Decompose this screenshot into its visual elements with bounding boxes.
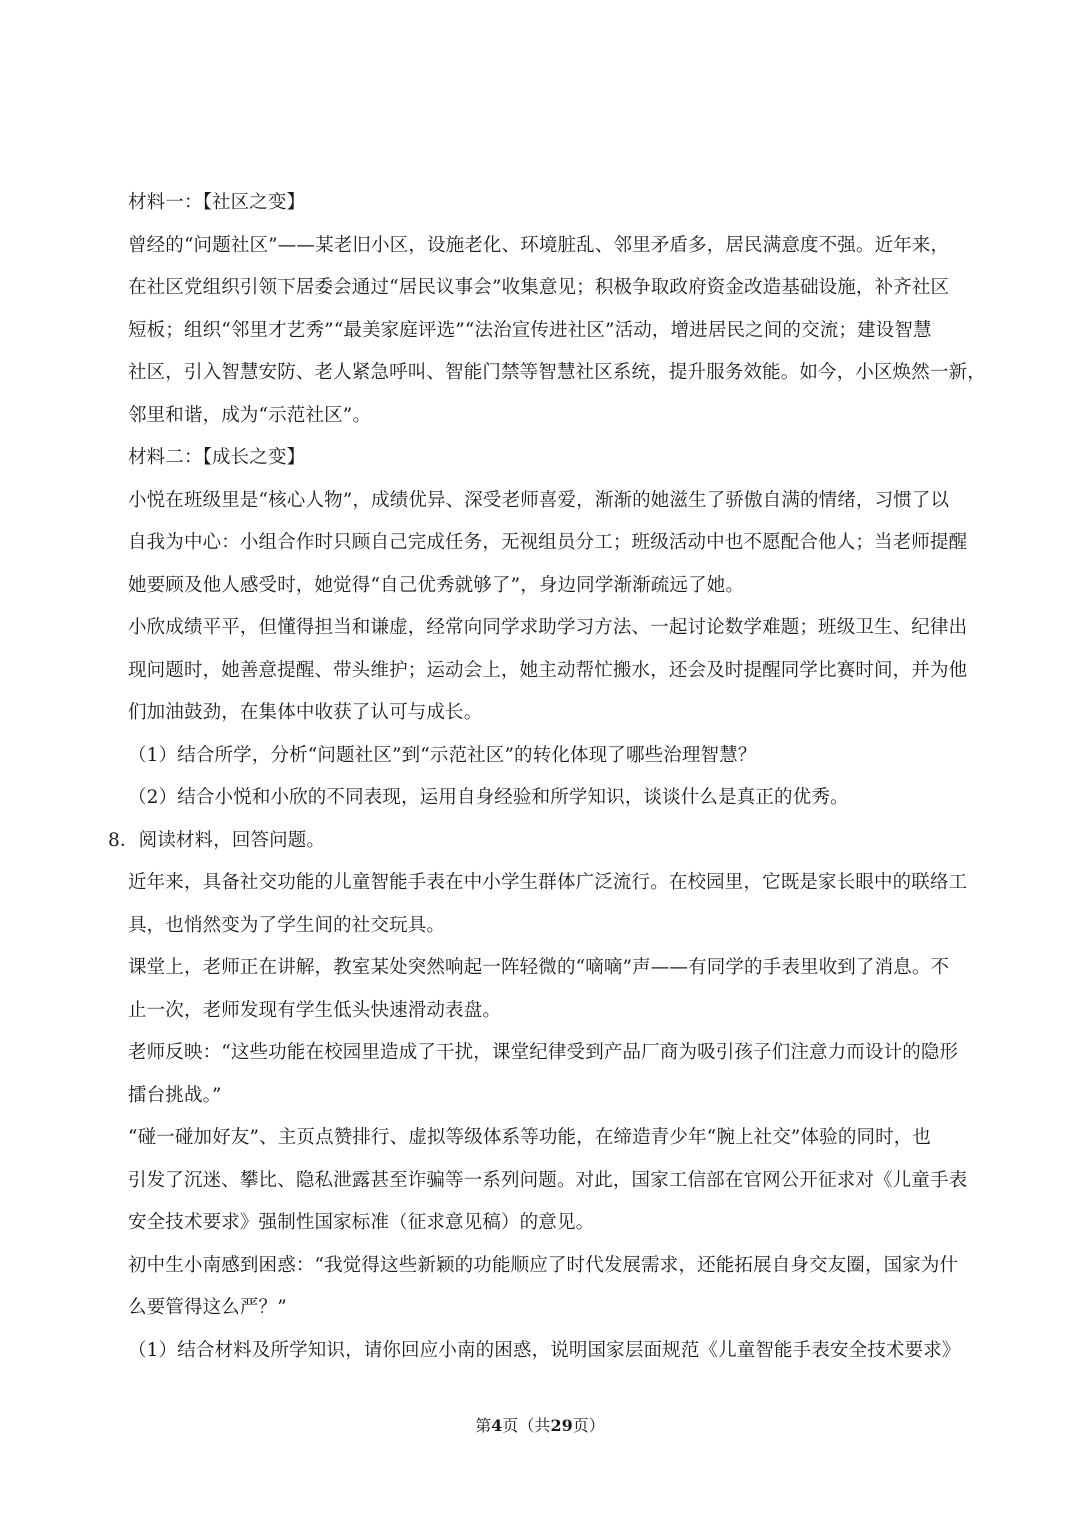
paragraph-line: “碰一碰加好友”、主页点赞排行、虚拟等级体系等功能，在缔造青少年“腕上社交”体验的同时，也 <box>128 1127 932 1148</box>
paragraph-line: 曾经的“问题社区”——某老旧小区，设施老化、环境脏乱、邻里矛盾多，居民满意度不强。近年来， <box>128 234 950 256</box>
paragraph-line: 邻里和谐，成为“示范社区”。 <box>128 404 372 426</box>
paragraph-line: 么要管得这么严？” <box>128 1297 287 1318</box>
material-1-heading: 材料一：【社区之变】 <box>128 192 306 213</box>
footer-prefix: 第 <box>475 1416 492 1435</box>
paragraph-line: 小悦在班级里是“核心人物”，成绩优异、深受老师喜爱，渐渐的她滋生了骄傲自满的情绪，习惯了以 <box>128 489 950 511</box>
footer-suffix: 页） <box>572 1416 605 1435</box>
paragraph-line: 短板；组织“邻里才艺秀”“最美家庭评选”“法治宣传进社区”活动，增进居民之间的交流；建设智慧 <box>128 319 932 341</box>
paragraph-line: 老师反映：“这些功能在校园里造成了干扰，课堂纪律受到产品厂商为吸引孩子们注意力而设计的隐形 <box>128 1042 959 1063</box>
question-7-1: （1）结合所学，分析“问题社区”到“示范社区”的转化体现了哪些治理智慧？ <box>128 744 757 766</box>
paragraph-line: 们加油鼓劲，在集体中收获了认可与成长。 <box>128 702 483 723</box>
material-2-heading: 材料二：【成长之变】 <box>128 447 306 468</box>
paragraph-line: 她要顾及他人感受时，她觉得“自己优秀就够了”，身边同学渐渐疏远了她。 <box>128 574 745 596</box>
paragraph-line: 引发了沉迷、攀比、隐私泄露甚至诈骗等一系列问题。对此，国家工信部在官网公开征求对《儿童手表 <box>128 1169 968 1191</box>
footer-middle: 页（共 <box>502 1416 551 1435</box>
paragraph-line: 小欣成绩平平，但懂得担当和谦虚，经常向同学求助学习方法、一起讨论数学难题；班级卫生、纪律出 <box>128 617 968 638</box>
page-footer <box>0 1414 1080 1438</box>
document-body <box>108 182 986 1372</box>
paragraph-line: 安全技术要求》强制性国家标准（征求意见稿）的意见。 <box>128 1212 595 1233</box>
paragraph-line: 现问题时，她善意提醒、带头维护；运动会上，她主动帮忙搬水，还会及时提醒同学比赛时间，并为他 <box>128 659 968 681</box>
paragraph-line: 课堂上，老师正在讲解，教室某处突然响起一阵轻微的“嘀嘀”声——有同学的手表里收到了消息。不 <box>128 957 950 978</box>
question-8-1: （1）结合材料及所学知识，请你回应小南的困惑，说明国家层面规范《儿童智能手表安全技术要求》 <box>128 1339 961 1361</box>
paragraph-line: 自我为中心：小组合作时只顾自己完成任务，无视组员分工；班级活动中也不愿配合他人；当老师提醒 <box>128 532 968 553</box>
paragraph-line: 具，也悄然变为了学生间的社交玩具。 <box>128 914 446 936</box>
question-7-2: （2）结合小悦和小欣的不同表现，运用自身经验和所学知识，谈谈什么是真正的优秀。 <box>128 787 849 808</box>
footer-total-pages: 29 <box>550 1416 573 1435</box>
paragraph-line: 止一次，老师发现有学生低头快速滑动表盘。 <box>128 999 502 1021</box>
footer-page-number: 4 <box>491 1416 503 1435</box>
paragraph-line: 擂台挑战。” <box>128 1084 222 1106</box>
paragraph-line: 初中生小南感到困惑：“我觉得这些新颖的功能顺应了时代发展需求，还能拓展自身交友圈，国家为什 <box>128 1254 959 1276</box>
paragraph-line: 近年来，具备社交功能的儿童智能手表在中小学生群体广泛流行。在校园里，它既是家长眼中的联络工 <box>128 872 968 893</box>
question-8-heading: 8．阅读材料，回答问题。 <box>108 829 326 851</box>
paragraph-line: 社区，引入智慧安防、老人紧急呼叫、智能门禁等智慧社区系统，提升服务效能。如今，小区焕然一新， <box>128 362 986 383</box>
paragraph-line: 在社区党组织引领下居委会通过“居民议事会”收集意见；积极争取政府资金改造基础设施，补齐社区 <box>128 277 950 298</box>
